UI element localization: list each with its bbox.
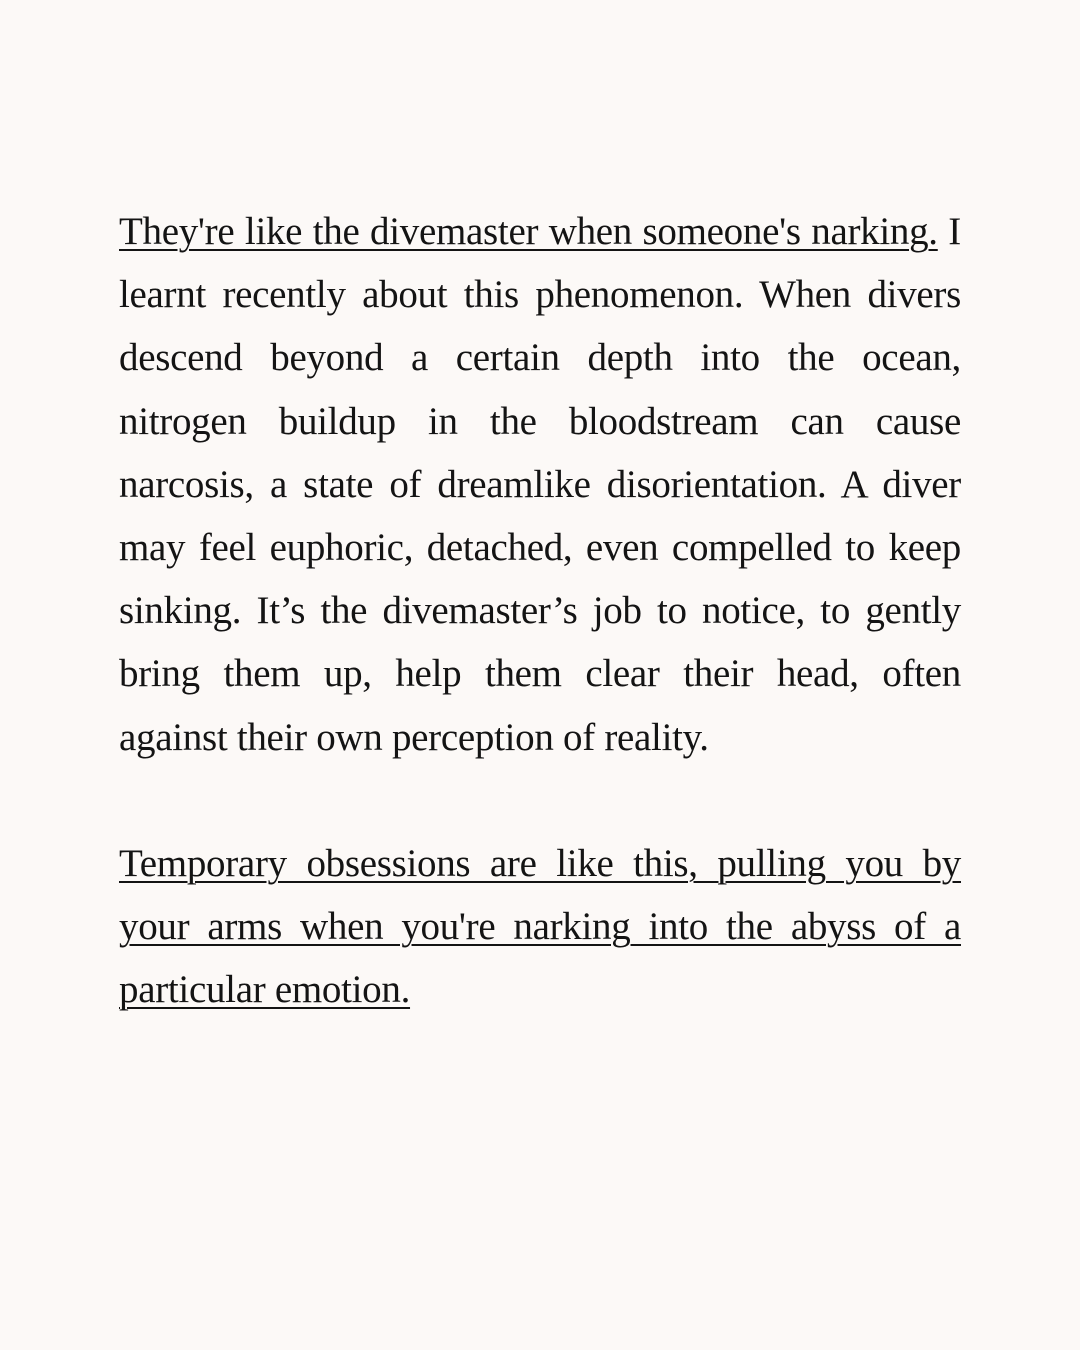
underlined-conclusion: Temporary obsessions are like this, pulling you by your arms when you're narking into the abyss of a particular emotion. [119, 841, 961, 1012]
underlined-lead: They're like the divemaster when someone's narking. [119, 210, 938, 253]
paragraph-divemaster [119, 200, 961, 769]
paragraph-obsessions [119, 832, 961, 1022]
text-content [119, 200, 961, 1021]
paragraph-body: I learnt recently about this phenomenon. When divers descend beyond a certain depth into the ocean, nitrogen buildup in the bloodstream can cause narcosis, a state of dreamlike disorientation. A diver may feel euphoric, detached, even compelled to keep sinking. It’s the divemaster’s job to notice, to gently bring them up, help them clear their head, often against their own perception of reality. [119, 210, 961, 759]
